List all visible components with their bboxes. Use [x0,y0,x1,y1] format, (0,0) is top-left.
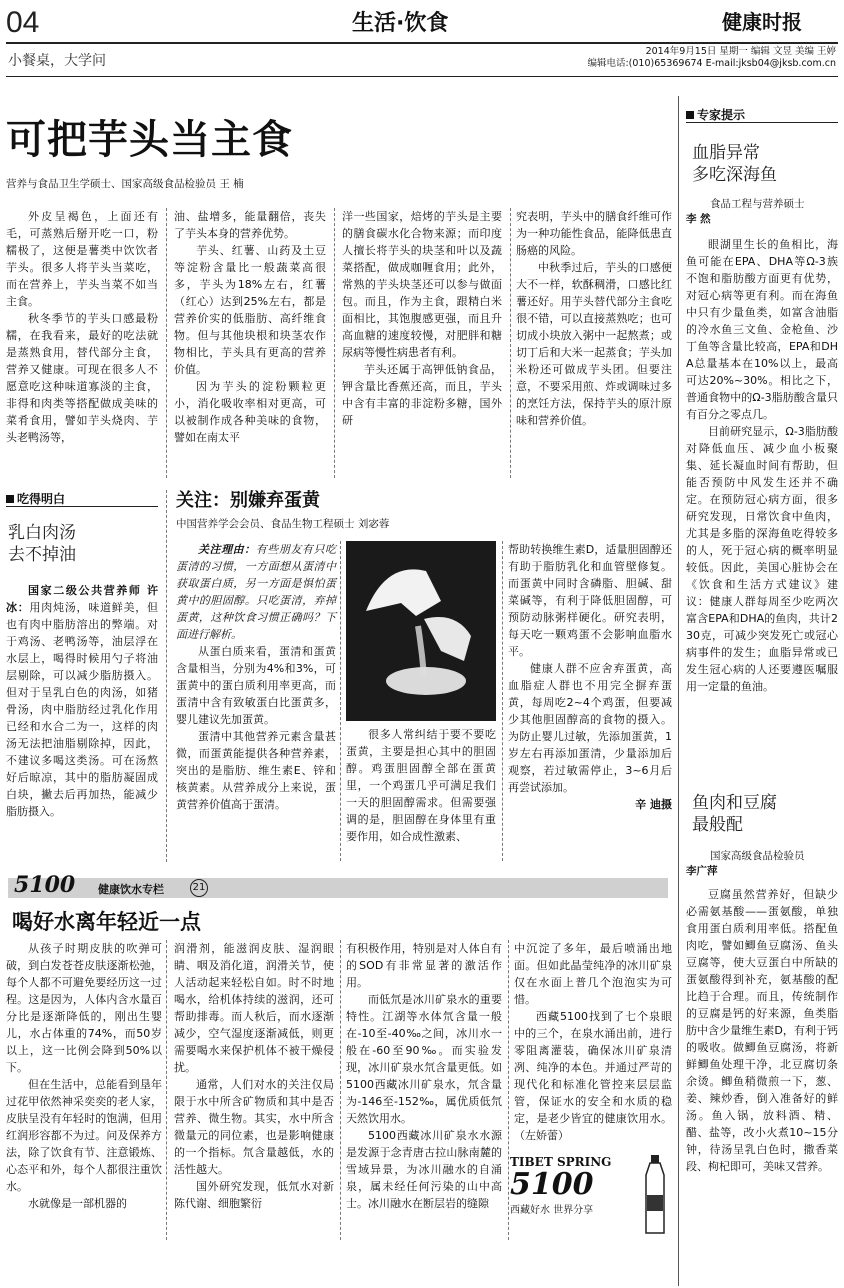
paragraph: 从蛋白质来看，蛋清和蛋黄含量相当，分别为4%和3%，可蛋黄中的蛋白质利用率更高，而蛋清中含有致敏蛋白比蛋黄多，婴儿建议先加蛋黄。 [176,645,336,726]
page-slogan: 小餐桌，大学问 [8,53,106,69]
egg-headline: 关注：别嫌弃蛋黄 [176,490,320,511]
paragraph: 究表明，芋头中的膳食纤维可作为一种功能性食品，能降低患直肠癌的风险。 [516,210,672,257]
main-column-1 [6,208,158,446]
column-divider [508,940,509,1240]
paragraph: 而低氘是冰川矿泉水的重要特性。江湖等水体氘含量一般在-10至-40‰之间，冰川水一般在-60至90‰。而实验发现，冰川矿泉水氘含量更低。如5100西藏冰川矿泉水，氘含量为-146至-152‰，属优质低氘天然饮用水。 [346,993,502,1125]
main-headline: 可把芋头当主食 [6,116,293,163]
water-bottle-icon [642,1155,668,1235]
column-divider [334,208,335,478]
paragraph: 有积极作用，特别是对人体自有的SOD有非常显著的激活作用。 [346,942,502,989]
egg-photo [346,541,496,721]
main-byline: 营养与食品卫生学硕士、国家高级食品检验员 王 楠 [6,178,244,190]
tofu-title: 鱼肉和豆腐 最般配 [692,793,777,835]
paragraph: 油、盐增多，能量翻倍，丧失了芋头本身的营养优势。 [174,210,326,240]
milk-byline: 国家二级公共营养师 许冰： [6,584,158,614]
egg-byline: 中国营养学会会员、食品生物工程硕士 刘宓蓉 [176,518,390,530]
paragraph: 洋一些国家，焙烤的芋头是主要的膳食碳水化合物来源；而印度人擅长将芋头的块茎和叶以及蔬菜搭配，做成咖喱食用；此外，常熟的芋头块茎还可以参与做面包。而且，作为主食，跟精白米面相比，其饱腹感更强，而且升高血糖的速度较慢，对肥胖和糖尿病等慢性病患者有利。 [342,210,502,359]
paragraph: 外皮呈褐色，上面还有毛，可蒸熟后掰开吃一口，粉糯极了，这便是薯类中饮饮者芋头。很多人将芋头当菜吃，而在营养上，芋头当菜不如当主食。 [6,210,158,308]
paragraph: 从孩子时期皮肤的吹弹可破，到白发苍苍皮肤逐渐松弛，每个人都不可避免要经历这一过程。这是因为，人体内含水量百分比是逐渐降低的，刚出生婴儿，水占体重的74%，而50岁以上，这一比例会降到50%以下。 [6,942,162,1074]
paragraph: 但在生活中，总能看到垦年过花甲依然神采奕奕的老人家，皮肤呈没有年轻时的饱满，但用红润形容都不为过。问及保养方法，除了饮食有节、注意锻炼、心态平和外，每个人都很注重饮水。 [6,1078,162,1193]
water-headline: 喝好水离年轻近一点 [12,909,201,934]
bottle-logo: 5100 [510,1167,594,1202]
paragraph: 帮助转换维生素D，适量胆固醇还有助于脂肪乳化和血管壁修复。而蛋黄中同时含磷脂、胆碱、甜菜碱等，有利于降低胆固醇，可预防动脉粥样硬化。研究表明，每天吃一颗鸡蛋不会影响血脂水平。 [508,543,672,658]
edition-info [587,46,836,70]
paragraph: 用肉炖汤，味道鲜美，但也有肉中脂肪溶出的弊端。对于鸡汤、老鸭汤等，油层浮在水层上，喝得时候用勺子将油层剔除，可以减少脂肪摄入。但对于呈乳白色的肉汤，如猪骨汤，肉中脂肪经过乳化作用已经和水合二为一，这样的肉汤无法把油脂剔除掉，因此，不建议多喝这类汤。可在汤熬好后晾凉，其中的脂肪凝固成白块，撇去后再加热，能减少脂肪摄入。 [6,601,158,818]
paragraph: 芋头、红薯、山药及土豆等淀粉含量比一般蔬菜高很多，芋头为18%左右，红薯（红心）达到25%左右，都是营养价实的低脂肪、高纤维食物。但与其他块根和块茎农作物相比，芋头具有更高的营养价值。 [174,244,326,376]
cracked-egg-icon [346,541,496,721]
water-column-3 [346,940,502,1212]
fish-body [686,236,838,695]
paragraph: 芋头还属于高钾低钠食品，钾含量比香蕉还高，而且，芋头中含有丰富的非淀粉多糖，国外研 [342,363,502,427]
egg-column-2 [346,726,496,845]
section-title: 生活·饮食 [352,11,449,36]
paragraph: 中秋季过后，芋头的口感便大不一样，软酥稠滑，口感比红薯还好。用芋头替代部分主食吃很不错，可以直接蒸熟吃；也可切成小块放入粥中一起熬煮；或切丁后和大米一起蒸食；芋头加米粉还可做成芋头团。但要注意，不要采用煎、炸或调味过多的烹饪方法，保持芋头的原汁原味和营养价值。 [516,261,672,427]
main-column-4 [516,208,672,429]
main-column-2 [174,208,326,446]
tofu-body [686,886,838,1175]
egg-column-3 [508,541,672,813]
column-divider [166,940,167,1240]
egg-reason: 关注理由：有些朋友有只吃蛋清的习惯，一方面想从蛋清中获取蛋白质，另一方面是惧怕蛋黄中的胆固醇。只吃蛋清，弃掉蛋黄，这种饮食习惯正确吗？下面进行解析。 [176,543,337,641]
contact-line: 编辑电话:(010)65369674 E-mail:jksb04@jksb.com.cn [587,58,836,69]
fish-title: 血脂异常 多吃深海鱼 [692,143,777,185]
square-bullet-icon [686,111,694,119]
brand-logo: 5100 [14,872,76,898]
paragraph: 眼湖里生长的鱼相比，海鱼可能在EPA、DHA等Ω-3族不饱和脂肪酸方面更有优势，对冠心病等更有利。而在海鱼中只有少量鱼类，如富含油脂的冷水鱼三文鱼、金枪鱼、沙丁鱼等含量比较高，EPA和DHA总量基本在10%以上，最高可达20%~30%。相比之下，普通食物中的Ω-3脂肪酸含量只有百分之零点几。 [686,238,838,421]
milk-title: 乳白肉汤 去不掉油 [8,523,76,565]
date-editor-line: 2014年9月15日 星期一 编辑 文昱 美编 王婷 [645,46,836,57]
water-column-2 [174,940,334,1212]
paragraph: 国外研究发现，低氘水对新陈代谢、细胞繁衍 [174,1180,334,1210]
header-rule [6,42,838,44]
water-column-1 [6,940,162,1212]
bottle-tagline: 西藏好水 世界分享 [510,1205,594,1216]
paragraph: 西藏5100找到了七个泉眼中的三个，在泉水涌出前，进行零阻离灌装，确保冰川矿泉清冽、纯净的本色。并通过严苛的现代化和标准化管控来层层监管，保证水的安全和水质的稳定，是老少皆宜的健康饮用水。（左娇蕾） [514,1010,672,1142]
egg-column-1 [176,541,336,813]
bottle-brand: TIBET SPRING [510,1155,612,1169]
paragraph: 因为芋头的淀粉颗粒更小，消化吸收率相对更高，可以被制作成各种美味的食物，譬如在南太平 [174,380,326,444]
right-column-divider [678,96,679,1286]
milk-section-label: 吃得明白 [6,490,65,507]
section-rule [686,122,838,123]
product-ad [510,1155,675,1235]
paragraph: 蛋清中其他营养元素含量甚微，而蛋黄能提供各种营养素，突出的是脂肪、维生素E、锌和核黄素。从营养成分上来说，蛋黄营养价值高于蛋清。 [176,730,336,811]
paragraph: 通常，人们对水的关注仅局限于水中所含矿物质和其中是否营养、微生物。其实，水中所含微量元的同位素，也是影响健康的一个指标。氘含量越低，水的活性越大。 [174,1078,334,1176]
expert-section-label: 专家提示 [686,106,745,123]
paragraph: 中沉淀了多年，最后喷涌出地面。但如此晶莹纯净的冰川矿泉仅在水面上普几个泡泡实为可惜。 [514,942,672,1006]
column-divider [166,490,167,862]
paragraph: 润滑剂，能滋润皮肤、湿润眼睛、咽及消化道，润滑关节，使人活动起来轻松自如。时不时地喝水，给机体持续的滋润，还可帮助排毒。而人秋后，而水逐渐减少，空气湿度逐渐减低，则更需要喝水来保护机体不被干燥侵扰。 [174,942,334,1074]
paragraph: 豆腐虽然营养好，但缺少必需氨基酸——蛋氨酸，单独食用蛋白质利用率低。搭配鱼肉吃，譬如鲫鱼豆腐汤、鱼头豆腐等，使大豆蛋白中所缺的蛋氨酸得到补充，氨基酸的配比趋于合理。而且，传统制作的豆腐是钙的好来源，鱼类脂肪中含少量维生素D，有利于钙的吸收。做鲫鱼豆腐汤，将新鲜鲫鱼处理干净，北豆腐切条余烫。鲫鱼稍微煎一下，葱、姜、辣炒香，倒入准备好的鲜汤。鱼入锅，放料酒、精、醋、盐等，改小火煮10~15分钟，待汤呈乳白色时，撒香菜段、枸杞即可，美味又营养。 [686,888,838,1173]
paragraph: 很多人常纠结于要不要吃蛋黄，主要是担心其中的胆固醇。鸡蛋胆固醇全部在蛋黄里，一个鸡蛋几乎可满足我们一天的胆固醇需求。但需要强调的是，胆固醇在身体里有重要作用，如合成性激素、 [346,728,496,843]
header-rule-2 [6,76,838,77]
paragraph: 水就像是一部机器的 [28,1197,127,1210]
paragraph: 目前研究显示，Ω-3脂肪酸对降低血压、减少血小板聚集、延长凝血时间有帮助，但能否预防中风发生还并不确定。在预防冠心病方面，很多研究发现，日常饮食中鱼肉，尤其是多脂的深海鱼吃得较多的人，死于冠心病的概率明显较低。因此，美国心脏协会在《饮食和生活方式建议》建议：健康人群每周至少吃两次富含EPA和DHA的鱼肉，共计230克，可减少突发死亡或冠心病事件的发生；血脂异常或已发生冠心病的人还要遵医嘱服用一定量的鱼油。 [686,425,838,693]
paragraph: 健康人群不应舍弃蛋黄，高血脂症人群也不用完全摒弃蛋黄，每周吃2~4个鸡蛋，但要减少其他胆固醇高的食物的摄入。为防止婴儿过敏，先添加蛋黄，1岁左右再添加蛋清，少量添加后观察，若过敏需停止，3~6月后再尝试添加。 [508,662,672,794]
square-bullet-icon [6,495,14,503]
fish-byline: 食品工程与营养硕士 李 然 [686,198,805,225]
newspaper-logo: 健康时报 [722,10,802,34]
main-column-3 [342,208,502,429]
column-divider [502,541,503,861]
tofu-byline: 国家高级食品检验员 李广萍 [686,850,805,877]
paragraph: 秋冬季节的芋头口感最粉糯，在我看来，最好的吃法就是蒸熟食用，替代部分主食，营养又健康。可现在很多人不愿意吃这种味道寡淡的主食，非得和肉类等搭配做成美味的菜肴食用，譬如芋头烧肉、芋头老鸭汤等， [6,312,158,444]
section-rule [6,506,158,507]
milk-body [6,582,158,820]
column-divider [340,940,341,1240]
column-divider [340,541,341,861]
paragraph: 5100西藏冰川矿泉水水源是发源于念青唐古拉山脉南麓的雪域异景，为冰川融水的自涌泉，属未经任何污染的山中高士。冰川融水在断层岩的缝隙 [346,1129,502,1210]
column-divider [510,208,511,478]
ad-column-label: 健康饮水专栏 [98,883,164,896]
column-number-badge: 21 [190,879,208,897]
page-number: 04 [6,6,40,39]
column-divider [166,208,167,478]
water-column-4 [514,940,672,1144]
photo-credit: 辛 迪摄 [635,798,672,811]
